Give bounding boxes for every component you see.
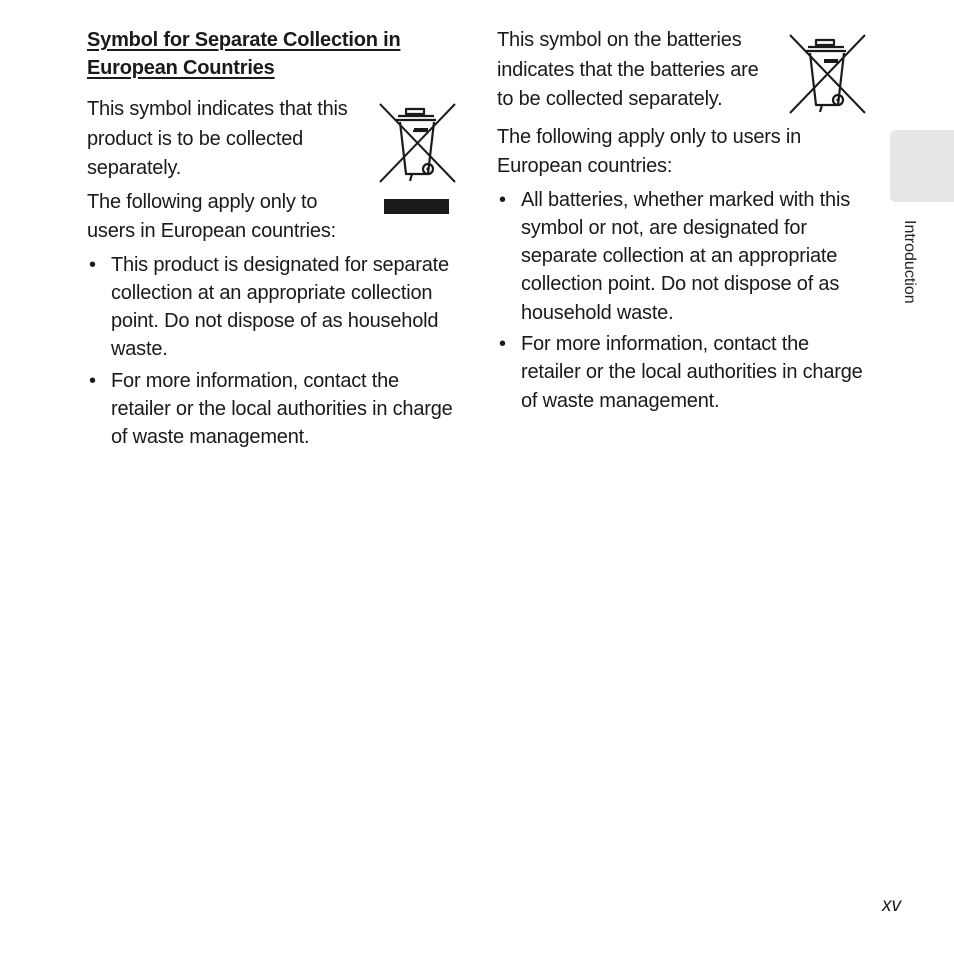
list-item-text: For more information, contact the retailer or the local authorities in charge of waste management.: [111, 369, 453, 449]
section-tab-label: Introduction: [901, 220, 918, 304]
section-heading: Symbol for Separate Collection in European Countries: [87, 29, 401, 79]
page-number: xv: [882, 895, 901, 916]
list-item: [497, 330, 869, 415]
list-item: [87, 367, 459, 452]
left-column: [87, 26, 459, 455]
right-apply-paragraph: The following apply only to users in European countries:: [497, 125, 802, 177]
list-item-text: All batteries, whether marked with this symbol or not, are designated for separate collection at an appropriate collection point. Do not dispose of as household waste.: [521, 188, 851, 324]
bullet-dot: •: [89, 253, 96, 276]
list-item: [497, 186, 869, 327]
left-intro-paragraph: This symbol indicates that this product is to be collected separately.: [87, 98, 348, 179]
list-item-text: For more information, contact the retailer or the local authorities in charge of waste management.: [521, 332, 863, 412]
bullet-dot: •: [499, 188, 506, 211]
bullet-dot: •: [89, 369, 96, 392]
right-bullet-list: [497, 186, 869, 415]
crossed-out-battery-bin-icon: [786, 33, 868, 122]
list-item-text: This product is designated for separate collection at an appropriate collection point. Do not dispose of as household waste.: [111, 253, 449, 361]
left-bullet-list: [87, 251, 459, 452]
list-item: [87, 251, 459, 364]
bullet-dot: •: [499, 332, 506, 355]
right-intro-paragraph: This symbol on the batteries indicates that the batteries are to be collected separately.: [497, 29, 759, 110]
left-apply-paragraph: The following apply only to users in European countries:: [87, 190, 336, 242]
section-tab: [890, 130, 954, 202]
crossed-out-wheelie-bin-icon: [376, 102, 458, 221]
